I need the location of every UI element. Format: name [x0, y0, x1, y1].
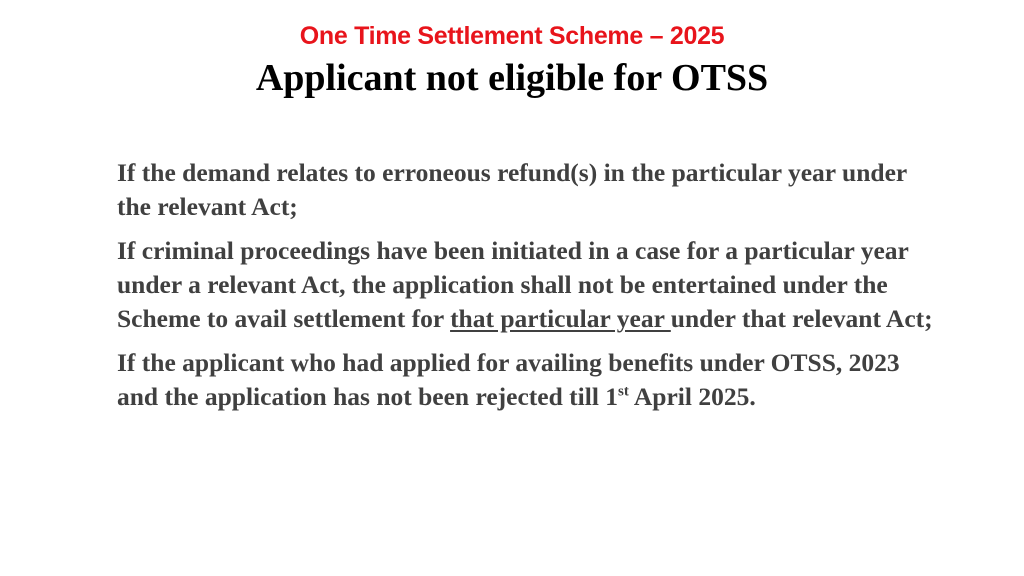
point-1-text: If the demand relates to erroneous refund(s) in the particular year under the relevant Act; [117, 158, 907, 221]
slide-kicker: One Time Settlement Scheme – 2025 [299, 22, 725, 50]
point-3-text-before: If the applicant who had applied for availing benefits under OTSS, 2023 and the application has not been rejected till 1 [117, 348, 900, 411]
point-2-text-before: If criminal proceedings have been initiated in a case for a particular year under a relevant Act, the application shall not be entertained under the Scheme to avail settlement for [117, 236, 909, 333]
point-1 [117, 156, 947, 224]
point-2-text-after: under that relevant Act; [670, 304, 933, 333]
point-2 [117, 234, 947, 336]
slide-title: Applicant not eligible for OTSS [255, 57, 769, 99]
point-2-underlined-text: that particular year [450, 304, 671, 333]
slide-body [117, 156, 947, 424]
point-3-superscript: st [618, 383, 629, 400]
point-3 [117, 346, 947, 414]
point-3-text-after: April 2025. [628, 382, 756, 411]
